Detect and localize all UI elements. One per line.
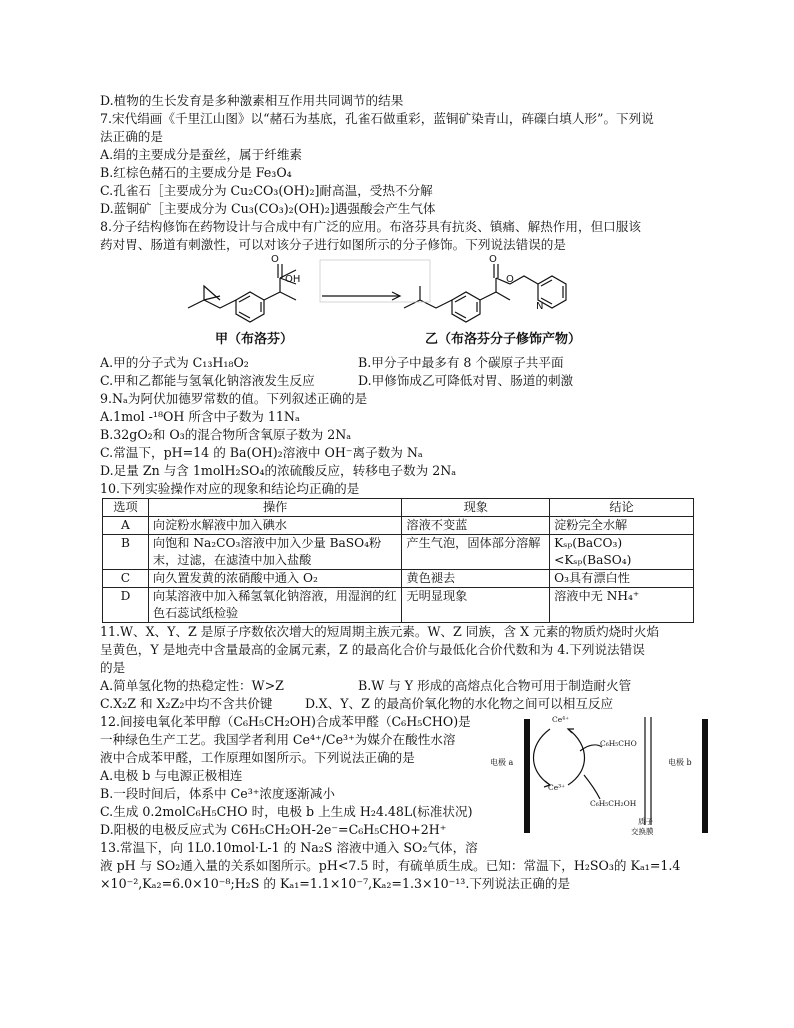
row-conclusion: Kₛₚ(BaCO₃)<Kₛₚ(BaSO₄) <box>550 535 694 570</box>
q12-option-a: A.电极 b 与电源正极相连 <box>100 768 243 783</box>
row-phenomenon: 产生气泡，固体部分溶解 <box>402 535 550 570</box>
q9-option-d: D.足量 Zn 与含 1molH₂SO₄的浓硫酸反应，转移电子数为 2Nₐ <box>100 463 457 478</box>
q8-stem-2: 药对胃、肠道有刺激性，可以对该分子进行如图所示的分子修饰。下列说法错误的是 <box>100 237 566 252</box>
q9-option-c: C.常温下，pH=14 的 Ba(OH)₂溶液中 OH⁻离子数为 Nₐ <box>100 445 423 460</box>
q7-option-d: D.蓝铜矿［主要成分为 Cu₃(CO₃)₂(OH)₂]遇强酸会产生气体 <box>100 201 436 216</box>
row-phenomenon: 溶液不变蓝 <box>402 517 550 535</box>
exam-page <box>100 92 710 893</box>
ce4-label: Ce⁴⁺ <box>552 715 570 724</box>
q12-text <box>100 713 478 857</box>
q11-options-cd <box>100 695 710 713</box>
q8-options-ab <box>100 354 710 372</box>
structure-drawing <box>100 256 710 352</box>
q8-option-c: C.甲和乙都能与氢氧化钠溶液发生反应 <box>100 373 315 388</box>
o-label-b1: O <box>489 254 497 265</box>
benzyl-alcohol-label: C₆H₅CH₂OH <box>590 799 637 808</box>
product-label: 乙（布洛芬分子修饰产物） <box>425 332 582 347</box>
o-label-a: O <box>271 254 279 265</box>
q13-stem-3: ×10⁻²,Kₐ₂=6.0×10⁻⁸;H₂S 的 Kₐ₁=1.1×10⁻⁷,Kₐ₂=1.3×10⁻¹³.下列说法正确的是 <box>100 876 571 891</box>
col-header-operation: 操作 <box>148 499 401 517</box>
row-phenomenon: 黄色褪去 <box>402 570 550 588</box>
q13-stem-2: 液 pH 与 SO₂通入量的关系如图所示。pH<7.5 时，有硫单质生成。已知：常温下，H₂SO₃的 Kₐ₁=1.4 <box>100 858 681 873</box>
q7-stem-2: 法正确的是 <box>100 129 163 144</box>
q12-block <box>100 713 710 857</box>
benzaldehyde-label: C₆H₅CHO <box>600 739 637 748</box>
q9-stem: 9.Nₐ为阿伏加德罗常数的值。下列叙述正确的是 <box>100 391 368 406</box>
q10-stem: 10.下列实验操作对应的现象和结论均正确的是 <box>100 481 360 496</box>
row-operation: 向久置发黄的浓硝酸中通入 O₂ <box>148 570 401 588</box>
q11-option-a: A.简单氢化物的热稳定性：W>Z <box>100 678 284 693</box>
q13-stem-1: 13.常温下，向 1L0.10mol·L-1 的 Na₂S 溶液中通入 SO₂气体，溶 <box>100 840 478 855</box>
electrode-a-label: 电极 a <box>490 758 514 767</box>
row-operation: 向饱和 Na₂CO₃溶液中加入少量 BaSO₄粉末，过滤，在滤渣中加入盐酸 <box>148 535 401 570</box>
q12-stem-3: 液中合成苯甲醛，工作原理如图所示。下列说法正确的是 <box>100 750 415 765</box>
electrode-b-label: 电极 b <box>668 758 692 767</box>
q9-option-a: A.1mol -¹⁸OH 所含中子数为 11Nₐ <box>100 409 300 424</box>
q12-option-d: D.阳极的电极反应式为 C6H₅CH₂OH-2e⁻=C₆H₅CHO+2H⁺ <box>100 822 447 837</box>
membrane-label-2: 交换膜 <box>631 827 654 836</box>
cell-drawing <box>488 715 710 837</box>
ce3-label: Ce³⁺ <box>548 783 566 792</box>
row-conclusion: 溶液中无 NH₄⁺ <box>550 588 694 623</box>
q12-option-b: B.一段时间后，体系中 Ce³⁺浓度逐渐减小 <box>100 786 335 801</box>
q7-option-b: B.红棕色赭石的主要成分是 Fe₃O₄ <box>100 165 292 180</box>
q11-stem-3: 的是 <box>100 660 126 675</box>
row-operation: 向某溶液中加入稀氢氧化钠溶液，用湿润的红色石蕊试纸检验 <box>148 588 401 623</box>
q6-option-d: D.植物的生长发育是多种激素相互作用共同调节的结果 <box>100 93 404 108</box>
row-phenomenon: 无明显现象 <box>402 588 550 623</box>
row-option: C <box>103 570 149 588</box>
q11-stem-1: 11.W、X、Y、Z 是原子序数依次增大的短周期主族元素。W、Z 同族，含 X 元素的物质灼烧时火焰 <box>100 624 660 639</box>
q7-option-c: C.孔雀石［主要成分为 Cu₂CO₃(OH)₂]耐高温，受热不分解 <box>100 183 433 198</box>
ibuprofen-modification-figure <box>100 256 710 352</box>
table-row <box>103 588 694 623</box>
q8-stem-1: 8.分子结构修饰在药物设计与合成中有广泛的应用。布洛芬具有抗炎、镇痛、解热作用，但口服该 <box>100 219 641 234</box>
col-header-conclusion: 结论 <box>550 499 694 517</box>
row-option: A <box>103 517 149 535</box>
row-option: D <box>103 588 149 623</box>
q8-option-a: A.甲的分子式为 C₁₃H₁₈O₂ <box>100 355 249 370</box>
oh-label: OH <box>285 274 301 285</box>
q8-options-cd <box>100 372 710 390</box>
q11-option-c: C.X₂Z 和 X₂Z₂中均不含共价键 <box>100 696 273 711</box>
q7-option-a: A.绢的主要成分是蚕丝，属于纤维素 <box>100 147 303 162</box>
membrane-label-1: 质子 <box>638 817 653 826</box>
row-conclusion: O₃具有漂白性 <box>550 570 694 588</box>
row-conclusion: 淀粉完全水解 <box>550 517 694 535</box>
q11-option-b: B.W 与 Y 形成的高熔点化合物可用于制造耐火管 <box>358 678 632 693</box>
electrolysis-cell-figure <box>488 715 710 837</box>
q11-option-d: D.X、Y、Z 的最高价氧化物的水化物之间可以相互反应 <box>305 696 614 711</box>
col-header-phenomenon: 现象 <box>402 499 550 517</box>
q8-option-b: B.甲分子中最多有 8 个碳原子共平面 <box>358 355 564 370</box>
table-row <box>103 517 694 535</box>
n-label: N <box>536 301 544 312</box>
row-operation: 向淀粉水解液中加入碘水 <box>148 517 401 535</box>
table-row <box>103 535 694 570</box>
q8-option-d: D.甲修饰成乙可降低对胃、肠道的刺激 <box>358 373 574 388</box>
q7-stem-1: 7.宋代绢画《千里江山图》以“赭石为基底，孔雀石做重彩，蓝铜矿染青山，砗磲白填人形”。下列说 <box>100 111 654 126</box>
q9-option-b: B.32gO₂和 O₃的混合物所含氧原子数为 2Nₐ <box>100 427 352 442</box>
row-option: B <box>103 535 149 570</box>
q12-stem-1: 12.间接电氧化苯甲醇（C₆H₅CH₂OH)合成苯甲醛（C₆H₅CHO)是 <box>100 714 471 729</box>
q11-stem-2: 呈黄色，Y 是地壳中含量最高的金属元素，Z 的最高化合价与最低化合价代数和为 4.下列说法错误 <box>100 642 645 657</box>
table-header-row <box>103 499 694 517</box>
q11-options-ab <box>100 677 710 695</box>
q12-option-c: C.生成 0.2molC₆H₅CHO 时，电极 b 上生成 H₂4.48L(标准状况) <box>100 804 473 819</box>
ibuprofen-label: 甲（布洛芬） <box>215 332 294 347</box>
o-label-b2: O <box>506 274 514 285</box>
q10-table <box>102 498 694 623</box>
col-header-option: 选项 <box>103 499 149 517</box>
table-row <box>103 570 694 588</box>
q12-stem-2: 一种绿色生产工艺。我国学者利用 Ce⁴⁺/Ce³⁺为媒介在酸性水溶 <box>100 732 456 747</box>
